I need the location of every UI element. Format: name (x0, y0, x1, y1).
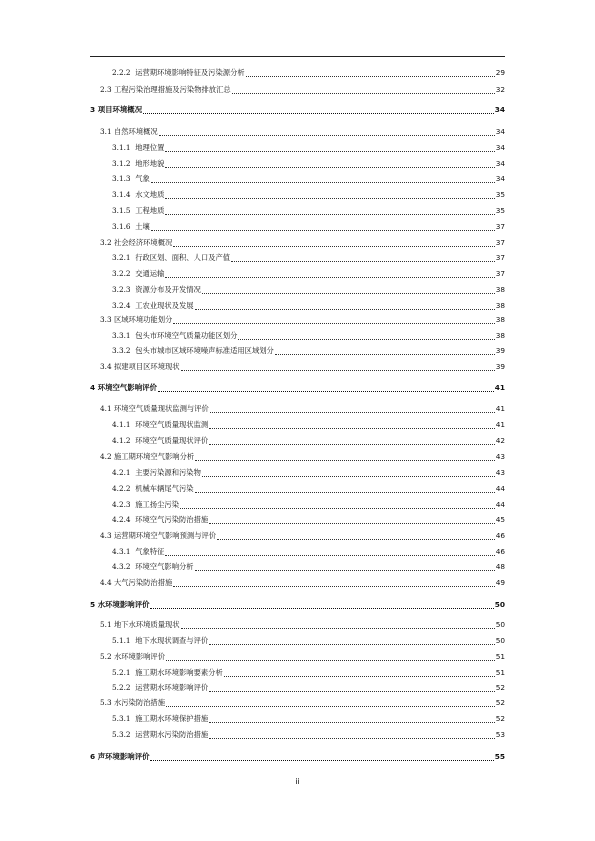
toc-entry[interactable] (90, 103, 505, 116)
toc-entry-page: 55 (494, 752, 505, 761)
toc-dot-leader (202, 282, 495, 294)
toc-entry[interactable] (112, 204, 505, 217)
toc-entry-page: 50 (495, 636, 505, 645)
page-number: ii (295, 777, 300, 786)
toc-entry-page: 37 (495, 238, 505, 247)
toc-entry-title: 施工期水环境影响要素分析 (135, 668, 223, 677)
toc-entry-number: 4.3 (100, 531, 112, 540)
toc-entry-number: 4.1.2 (112, 436, 131, 445)
toc-entry-title: 包头市城市区域环境噪声标准适用区域划分 (135, 346, 274, 355)
toc-entry-page: 35 (495, 206, 505, 215)
toc-entry-title: 工程地质 (135, 206, 165, 215)
toc-entry-page: 38 (495, 301, 505, 310)
toc-dot-leader (202, 465, 495, 477)
toc-entry-title: 水污染防治措施 (113, 698, 166, 707)
toc-entry-title: 工程污染治理措施及污染物排放汇总 (113, 85, 231, 94)
toc-dot-leader (238, 328, 494, 340)
toc-entry-number: 3.3.1 (112, 331, 131, 340)
toc-entry[interactable] (112, 681, 505, 694)
toc-entry-page: 51 (495, 652, 505, 661)
toc-entry-title: 项目环境概况 (97, 105, 143, 114)
toc-entry[interactable] (112, 728, 505, 741)
toc-dot-leader (209, 417, 495, 429)
toc-entry[interactable] (112, 283, 505, 296)
toc-entry-page: 46 (495, 547, 505, 556)
toc-dot-leader (165, 187, 494, 199)
toc-entry-page: 34 (495, 127, 505, 136)
toc-entry-page: 41 (495, 404, 505, 413)
toc-entry[interactable] (100, 618, 505, 631)
toc-entry-number: 3 (90, 105, 96, 114)
toc-entry-title: 自然环境概况 (113, 127, 158, 136)
toc-entry-title: 区域环境功能划分 (113, 315, 173, 324)
toc-entry-title: 气象 (135, 174, 150, 183)
toc-entry-page: 37 (495, 253, 505, 262)
toc-entry-number: 5.3.1 (112, 714, 131, 723)
toc-entry-page: 39 (495, 346, 505, 355)
toc-entry-number: 3.2 (100, 238, 112, 247)
toc-entry[interactable] (100, 83, 505, 96)
toc-entry-number: 3.2.2 (112, 269, 131, 278)
toc-dot-leader (224, 665, 495, 677)
toc-dot-leader (209, 433, 495, 445)
toc-entry-page: 32 (495, 85, 505, 94)
toc-entry-page: 43 (495, 452, 505, 461)
toc-entry-title: 社会经济环境概况 (113, 238, 173, 247)
toc-entry-page: 34 (495, 159, 505, 168)
toc-entry-number: 5.2.2 (112, 683, 131, 692)
toc-entry-title: 环境空气质量现状评价 (135, 436, 209, 445)
toc-entry-title: 大气污染防治措施 (113, 578, 173, 587)
toc-dot-leader (158, 380, 494, 392)
toc-entry[interactable] (112, 267, 505, 280)
toc-dot-leader (195, 298, 495, 310)
toc-entry-title: 施工扬尘污染 (135, 500, 179, 509)
toc-entry[interactable] (112, 141, 505, 154)
toc-entry-number: 4.2.1 (112, 468, 131, 477)
toc-entry[interactable] (90, 750, 505, 763)
toc-dot-leader (165, 544, 494, 556)
toc-entry-number: 4.2.3 (112, 500, 131, 509)
toc-entry-page: 44 (495, 500, 505, 509)
toc-dot-leader (209, 512, 495, 524)
toc-entry[interactable] (112, 66, 505, 79)
toc-entry-title: 包头市环境空气质量功能区划分 (135, 331, 238, 340)
toc-entry-number: 4.3.2 (112, 562, 131, 571)
toc-entry[interactable] (112, 712, 505, 725)
toc-entry-title: 行政区划、面积、人口及产值 (135, 253, 231, 262)
toc-entry-number: 5.3 (100, 698, 112, 707)
toc-dot-leader (246, 65, 495, 77)
toc-dot-leader (151, 171, 495, 183)
toc-entry-page: 38 (495, 315, 505, 324)
toc-entry-number: 4.3.1 (112, 547, 131, 556)
toc-entry[interactable] (100, 576, 505, 589)
toc-dot-leader (150, 749, 493, 761)
toc-entry-title: 施工期环境空气影响分析 (113, 452, 195, 461)
toc-entry-title: 声环境影响评价 (97, 752, 150, 761)
toc-entry-page: 49 (495, 578, 505, 587)
toc-dot-leader (231, 250, 495, 262)
toc-entry-title: 运营期水环境影响评价 (135, 683, 209, 692)
toc-entry-page: 41 (495, 420, 505, 429)
toc-entry[interactable] (112, 498, 505, 511)
toc-entry-page: 46 (495, 531, 505, 540)
toc-entry[interactable] (100, 360, 505, 373)
toc-entry-title: 运营期水污染防治措施 (135, 730, 209, 739)
toc-entry[interactable] (112, 634, 505, 647)
toc-entry-number: 3.3 (100, 315, 112, 324)
toc-dot-leader (173, 235, 494, 247)
toc-dot-leader (159, 124, 495, 136)
toc-entry[interactable] (112, 188, 505, 201)
toc-entry-number: 3.2.3 (112, 285, 131, 294)
toc-entry-page: 34 (495, 174, 505, 183)
toc-entry-title: 环境空气影响评价 (97, 383, 157, 392)
toc-entry[interactable] (100, 529, 505, 542)
toc-entry[interactable] (90, 598, 505, 611)
toc-entry[interactable] (112, 172, 505, 185)
toc-entry-title: 水环境影响评价 (113, 652, 166, 661)
toc-entry-number: 4.4 (100, 578, 112, 587)
toc-entry-title: 运营期环境影响特征及污染源分析 (135, 68, 245, 77)
toc-entry-number: 6 (90, 752, 96, 761)
toc-entry-number: 5.1 (100, 620, 112, 629)
toc-entry[interactable] (112, 329, 505, 342)
toc-entry-number: 4.2.2 (112, 484, 131, 493)
toc-entry-title: 交通运输 (135, 269, 165, 278)
toc-entry[interactable] (100, 696, 505, 709)
toc-entry-title: 施工期水环境保护措施 (135, 714, 209, 723)
toc-entry-page: 45 (495, 515, 505, 524)
toc-dot-leader (181, 359, 495, 371)
toc-entry-number: 3.2.1 (112, 253, 131, 262)
toc-dot-leader (173, 312, 494, 324)
toc-dot-leader (195, 481, 495, 493)
toc-dot-leader (150, 597, 493, 609)
toc-dot-leader (166, 649, 495, 661)
toc-dot-leader (173, 575, 494, 587)
toc-dot-leader (180, 497, 495, 509)
toc-entry-title: 环境空气污染防治措施 (135, 515, 209, 524)
toc-entry[interactable] (112, 666, 505, 679)
toc-entry-page: 29 (495, 68, 505, 77)
toc-entry-number: 4.2.4 (112, 515, 131, 524)
toc-dot-leader (209, 727, 495, 739)
toc-entry-page: 38 (495, 285, 505, 294)
toc-dot-leader (181, 617, 495, 629)
toc-dot-leader (195, 559, 495, 571)
toc-entry-title: 工农业现状及发展 (135, 301, 194, 310)
toc-entry[interactable] (112, 299, 505, 312)
toc-entry-title: 地下水现状调查与评价 (135, 636, 209, 645)
toc-dot-leader (210, 401, 495, 413)
toc-entry[interactable] (112, 466, 505, 479)
toc-entry[interactable] (112, 513, 505, 526)
toc-entry-page: 44 (495, 484, 505, 493)
toc-dot-leader (166, 695, 495, 707)
toc-entry-number: 3.1.3 (112, 174, 131, 183)
toc-entry-number: 3.3.2 (112, 346, 131, 355)
toc-dot-leader (195, 449, 495, 461)
toc-entry-page: 41 (494, 383, 505, 392)
toc-entry-page: 52 (495, 698, 505, 707)
toc-entry[interactable] (112, 344, 505, 357)
toc-entry[interactable] (112, 220, 505, 233)
toc-entry-page: 38 (495, 331, 505, 340)
toc-entry-title: 运营期环境空气影响预测与评价 (113, 531, 217, 540)
toc-entry-title: 主要污染源和污染物 (135, 468, 201, 477)
toc-entry-title: 环境空气质量现状监测 (135, 420, 209, 429)
toc-entry-page: 50 (494, 600, 505, 609)
toc-entry-title: 拟建项目区环境现状 (113, 362, 180, 371)
toc-entry[interactable] (112, 545, 505, 558)
toc-entry-number: 3.1.6 (112, 222, 131, 231)
toc-dot-leader (143, 102, 494, 114)
toc-entry-number: 5.1.1 (112, 636, 131, 645)
toc-entry-number: 3.1.5 (112, 206, 131, 215)
toc-entry-title: 环境空气质量现状监测与评价 (113, 404, 209, 413)
toc-entry-number: 3.4 (100, 362, 112, 371)
toc-entry-number: 2.3 (100, 85, 112, 94)
toc-entry[interactable] (100, 650, 505, 663)
toc-entry[interactable] (112, 560, 505, 573)
toc-entry-page: 43 (495, 468, 505, 477)
toc-dot-leader (151, 219, 495, 231)
toc-entry-number: 4.2 (100, 452, 112, 461)
toc-entry-number: 4.1.1 (112, 420, 131, 429)
toc-entry[interactable] (112, 434, 505, 447)
toc-entry[interactable] (100, 125, 505, 138)
toc-entry-title: 水文地质 (135, 190, 165, 199)
toc-dot-leader (232, 82, 495, 94)
toc-entry-page: 42 (495, 436, 505, 445)
toc-entry-page: 52 (495, 683, 505, 692)
toc-dot-leader (217, 528, 495, 540)
toc-entry-number: 5.2.1 (112, 668, 131, 677)
toc-entry[interactable] (112, 251, 505, 264)
toc-entry-number: 3.2.4 (112, 301, 131, 310)
toc-entry-number: 3.1.2 (112, 159, 131, 168)
toc-dot-leader (165, 140, 494, 152)
toc-entry[interactable] (112, 418, 505, 431)
toc-entry-page: 53 (495, 730, 505, 739)
toc-dot-leader (165, 156, 494, 168)
toc-entry-title: 机械车辆尾气污染 (135, 484, 194, 493)
toc-entry-number: 4 (90, 383, 96, 392)
toc-entry-title: 地下水环境质量现状 (113, 620, 180, 629)
toc-entry-title: 地形地貌 (135, 159, 165, 168)
toc-entry-number: 4.1 (100, 404, 112, 413)
toc-entry-page: 51 (495, 668, 505, 677)
toc-dot-leader (209, 711, 495, 723)
toc-entry[interactable] (112, 157, 505, 170)
toc-entry[interactable] (100, 450, 505, 463)
toc-entry-page: 48 (495, 562, 505, 571)
toc-entry[interactable] (100, 313, 505, 326)
toc-entry-page: 39 (495, 362, 505, 371)
toc-entry[interactable] (90, 381, 505, 394)
toc-dot-leader (209, 680, 495, 692)
toc-entry-number: 5.2 (100, 652, 112, 661)
toc-entry-title: 资源分布及开发情况 (135, 285, 201, 294)
toc-entry-page: 34 (495, 143, 505, 152)
toc-entry-page: 35 (495, 190, 505, 199)
toc-entry-title: 土壤 (135, 222, 150, 231)
toc-entry-page: 37 (495, 269, 505, 278)
toc-dot-leader (209, 633, 495, 645)
toc-entry-page: 52 (495, 714, 505, 723)
toc-entry-page: 50 (495, 620, 505, 629)
toc-entry[interactable] (112, 482, 505, 495)
toc-entry[interactable] (100, 402, 505, 415)
toc-dot-leader (165, 203, 494, 215)
toc-entry-number: 5 (90, 600, 96, 609)
toc-entry-page: 37 (495, 222, 505, 231)
toc-entry-page: 34 (494, 105, 505, 114)
toc-entry-number: 5.3.2 (112, 730, 131, 739)
toc-entry-number: 3.1.4 (112, 190, 131, 199)
toc-entry-number: 3.1.1 (112, 143, 131, 152)
toc-entry-title: 环境空气影响分析 (135, 562, 194, 571)
toc-entry[interactable] (100, 236, 505, 249)
toc-dot-leader (275, 343, 495, 355)
toc-entry-number: 2.2.2 (112, 68, 131, 77)
toc-dot-leader (165, 266, 494, 278)
toc-entry-title: 地理位置 (135, 143, 165, 152)
toc-entry-title: 气象特征 (135, 547, 165, 556)
toc-entry-title: 水环境影响评价 (97, 600, 150, 609)
toc-entry-number: 3.1 (100, 127, 112, 136)
